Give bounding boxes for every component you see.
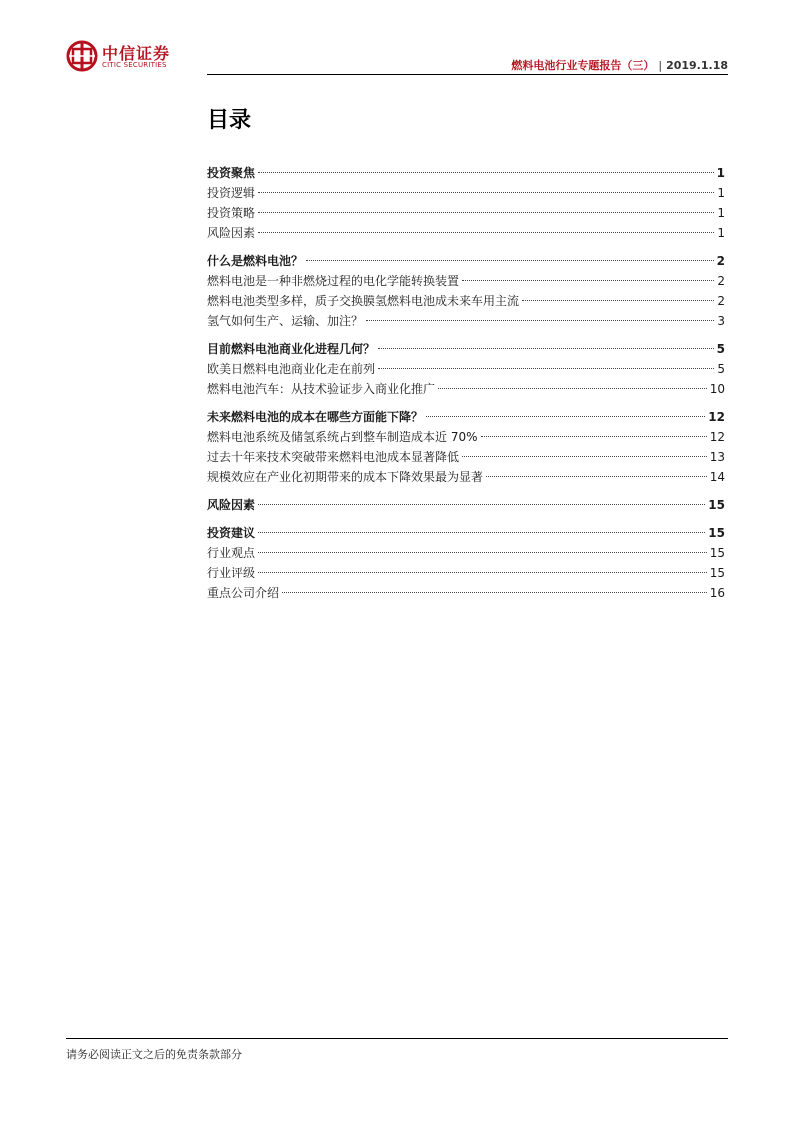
toc-dot-leader: [258, 172, 714, 173]
toc-subsection-entry[interactable]: [207, 271, 725, 291]
toc-subsection-entry[interactable]: [207, 359, 725, 379]
toc-section-entry[interactable]: [207, 251, 725, 271]
toc-entry-label: 过去十年来技术突破带来燃料电池成本显著降低: [207, 450, 460, 464]
toc-entry-page: 16: [709, 586, 725, 600]
toc-entry-label: 燃料电池是一种非燃烧过程的电化学能转换装置: [207, 274, 460, 288]
toc-entry-page: 15: [709, 546, 725, 560]
toc-section-entry[interactable]: [207, 407, 725, 427]
toc-entry-page: 5: [717, 362, 725, 376]
toc-dot-leader: [258, 504, 705, 505]
toc-group-gap: [207, 243, 725, 251]
toc-subsection-entry[interactable]: [207, 467, 725, 487]
report-title: 燃料电池行业专题报告（三）: [511, 59, 655, 72]
toc-dot-leader: [426, 416, 705, 417]
toc-entry-label: 燃料电池汽车：从技术验证步入商业化推广: [207, 382, 436, 396]
toc-entry-page: 15: [708, 526, 725, 540]
toc-entry-label: 风险因素: [207, 498, 256, 512]
toc-entry-label: 风险因素: [207, 226, 256, 240]
toc-entry-label: 投资策略: [207, 206, 256, 220]
toc-subsection-entry[interactable]: [207, 427, 725, 447]
header-divider: [207, 74, 728, 75]
toc-subsection-entry[interactable]: [207, 543, 725, 563]
toc-entry-label: 行业评级: [207, 566, 256, 580]
toc-entry-page: 5: [716, 342, 725, 356]
toc-subsection-entry[interactable]: [207, 447, 725, 467]
toc-entry-page: 2: [717, 294, 725, 308]
toc-entry-page: 10: [709, 382, 725, 396]
toc-subsection-entry[interactable]: [207, 311, 725, 331]
toc-dot-leader: [282, 592, 707, 593]
toc-dot-leader: [258, 212, 714, 213]
page-header: [66, 38, 728, 75]
toc-dot-leader: [378, 368, 714, 369]
toc-dot-leader: [378, 348, 714, 349]
toc-entry-page: 1: [717, 226, 725, 240]
toc-entry-label: 投资建议: [207, 526, 256, 540]
toc-dot-leader: [258, 552, 707, 553]
toc-dot-leader: [258, 232, 714, 233]
toc-entry-page: 1: [717, 206, 725, 220]
toc-group-gap: [207, 487, 725, 495]
toc-entry-label: 行业观点: [207, 546, 256, 560]
toc-entry-label: 欧美日燃料电池商业化走在前列: [207, 362, 376, 376]
logo-text-cn: 中信证券: [102, 44, 171, 63]
toc-entry-page: 1: [717, 186, 725, 200]
toc-section-entry[interactable]: [207, 339, 725, 359]
toc-entry-label: 燃料电池类型多样，质子交换膜氢燃料电池成未来车用主流: [207, 294, 520, 308]
toc-subsection-entry[interactable]: [207, 183, 725, 203]
toc-subsection-entry[interactable]: [207, 563, 725, 583]
toc-entry-label: 目前燃料电池商业化进程几何？: [207, 342, 376, 356]
toc-entry-page: 2: [717, 274, 725, 288]
toc-entry-page: 12: [708, 410, 725, 424]
toc-entry-label: 氢气如何生产、运输、加注？: [207, 314, 364, 328]
toc-dot-leader: [486, 476, 707, 477]
toc-entry-label: 规模效应在产业化初期带来的成本下降效果最为显著: [207, 470, 484, 484]
toc-section-entry[interactable]: [207, 163, 725, 183]
toc-entry-page: 15: [708, 498, 725, 512]
toc-entry-label: 投资逻辑: [207, 186, 256, 200]
toc-dot-leader: [438, 388, 707, 389]
footer-disclaimer: 请务必阅读正文之后的免责条款部分: [66, 1048, 242, 1061]
toc-section-entry[interactable]: [207, 495, 725, 515]
toc-entry-label: 重点公司介绍: [207, 586, 280, 600]
toc-heading: 目录: [207, 108, 252, 133]
toc-dot-leader: [258, 192, 714, 193]
toc-dot-leader: [462, 456, 707, 457]
header-separator: |: [658, 59, 663, 72]
toc-entry-page: 15: [709, 566, 725, 580]
toc-subsection-entry[interactable]: [207, 223, 725, 243]
toc-group-gap: [207, 515, 725, 523]
logo-text-en: CITIC SECURITIES: [102, 61, 167, 69]
report-date: 2019.1.18: [666, 59, 728, 72]
toc-section-entry[interactable]: [207, 523, 725, 543]
toc-entry-page: 3: [717, 314, 725, 328]
toc-entry-page: 2: [716, 254, 725, 268]
toc-dot-leader: [481, 436, 707, 437]
toc-entry-page: 1: [716, 166, 725, 180]
toc-group-gap: [207, 331, 725, 339]
citic-logo: [66, 38, 176, 72]
toc-dot-leader: [306, 260, 714, 261]
toc-entry-label: 什么是燃料电池？: [207, 254, 304, 268]
citic-logo-icon: [66, 40, 98, 72]
toc-group-gap: [207, 399, 725, 407]
toc-entry-page: 13: [709, 450, 725, 464]
toc-entry-label: 燃料电池系统及储氢系统占到整车制造成本近 70%: [207, 430, 478, 444]
toc-dot-leader: [462, 280, 714, 281]
header-info: [511, 57, 728, 73]
toc-entry-page: 14: [709, 470, 725, 484]
toc-dot-leader: [258, 532, 705, 533]
toc-dot-leader: [366, 320, 714, 321]
toc-entry-label: 未来燃料电池的成本在哪些方面能下降？: [207, 410, 424, 424]
footer-divider: [66, 1038, 728, 1039]
toc-subsection-entry[interactable]: [207, 379, 725, 399]
toc-dot-leader: [258, 572, 707, 573]
toc-entry-page: 12: [709, 430, 725, 444]
toc-entry-label: 投资聚焦: [207, 166, 256, 180]
toc-list: [207, 163, 725, 603]
toc-dot-leader: [522, 300, 714, 301]
toc-subsection-entry[interactable]: [207, 583, 725, 603]
toc-subsection-entry[interactable]: [207, 203, 725, 223]
toc-subsection-entry[interactable]: [207, 291, 725, 311]
